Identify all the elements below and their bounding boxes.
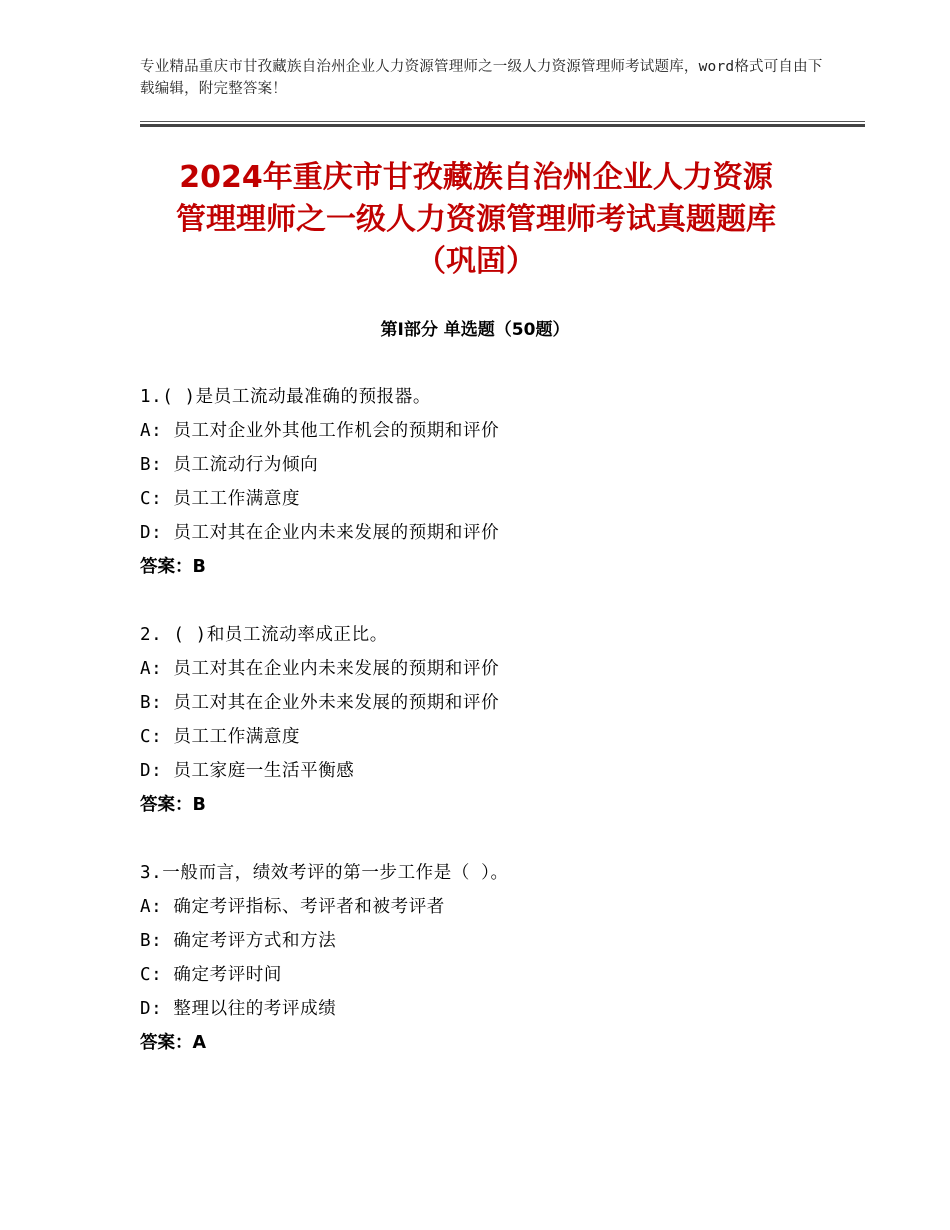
document-title bbox=[120, 157, 832, 283]
option-d: D: 员工家庭一生活平衡感 bbox=[140, 761, 355, 781]
title-line: 2024年重庆市甘孜藏族自治州企业人力资源 bbox=[179, 160, 773, 195]
header-divider-thick bbox=[140, 124, 865, 127]
title-line: （巩固） bbox=[416, 244, 536, 279]
section-title: 第Ⅰ部分 单选题（50题） bbox=[380, 320, 570, 340]
answer-line: 答案：A bbox=[140, 1033, 207, 1053]
question-list bbox=[140, 380, 840, 1094]
option-b: B: 确定考评方式和方法 bbox=[140, 931, 337, 951]
option-b: B: 员工对其在企业外未来发展的预期和评价 bbox=[140, 693, 500, 713]
option-c: C: 员工工作满意度 bbox=[140, 727, 301, 747]
question-item bbox=[140, 856, 840, 1060]
question-stem: 1.( )是员工流动最准确的预报器。 bbox=[140, 387, 431, 407]
question-item bbox=[140, 618, 840, 822]
option-a: A: 员工对其在企业内未来发展的预期和评价 bbox=[140, 659, 500, 679]
question-stem: 2. ( )和员工流动率成正比。 bbox=[140, 625, 388, 645]
answer-line: 答案：B bbox=[140, 795, 206, 815]
option-a: A: 确定考评指标、考评者和被考评者 bbox=[140, 897, 445, 917]
header-note: 专业精品重庆市甘孜藏族自治州企业人力资源管理师之一级人力资源管理师考试题库，word格式可自由下载编辑，附完整答案！ bbox=[140, 59, 823, 97]
option-c: C: 确定考评时间 bbox=[140, 965, 283, 985]
header-divider-thin bbox=[140, 121, 865, 122]
question-stem: 3.一般而言，绩效考评的第一步工作是（ ）。 bbox=[140, 863, 509, 883]
question-item bbox=[140, 380, 840, 584]
option-d: D: 员工对其在企业内未来发展的预期和评价 bbox=[140, 523, 500, 543]
title-line: 管理理师之一级人力资源管理师考试真题题库 bbox=[176, 202, 776, 237]
option-a: A: 员工对企业外其他工作机会的预期和评价 bbox=[140, 421, 500, 441]
option-b: B: 员工流动行为倾向 bbox=[140, 455, 319, 475]
answer-line: 答案：B bbox=[140, 557, 206, 577]
option-c: C: 员工工作满意度 bbox=[140, 489, 301, 509]
option-d: D: 整理以往的考评成绩 bbox=[140, 999, 337, 1019]
